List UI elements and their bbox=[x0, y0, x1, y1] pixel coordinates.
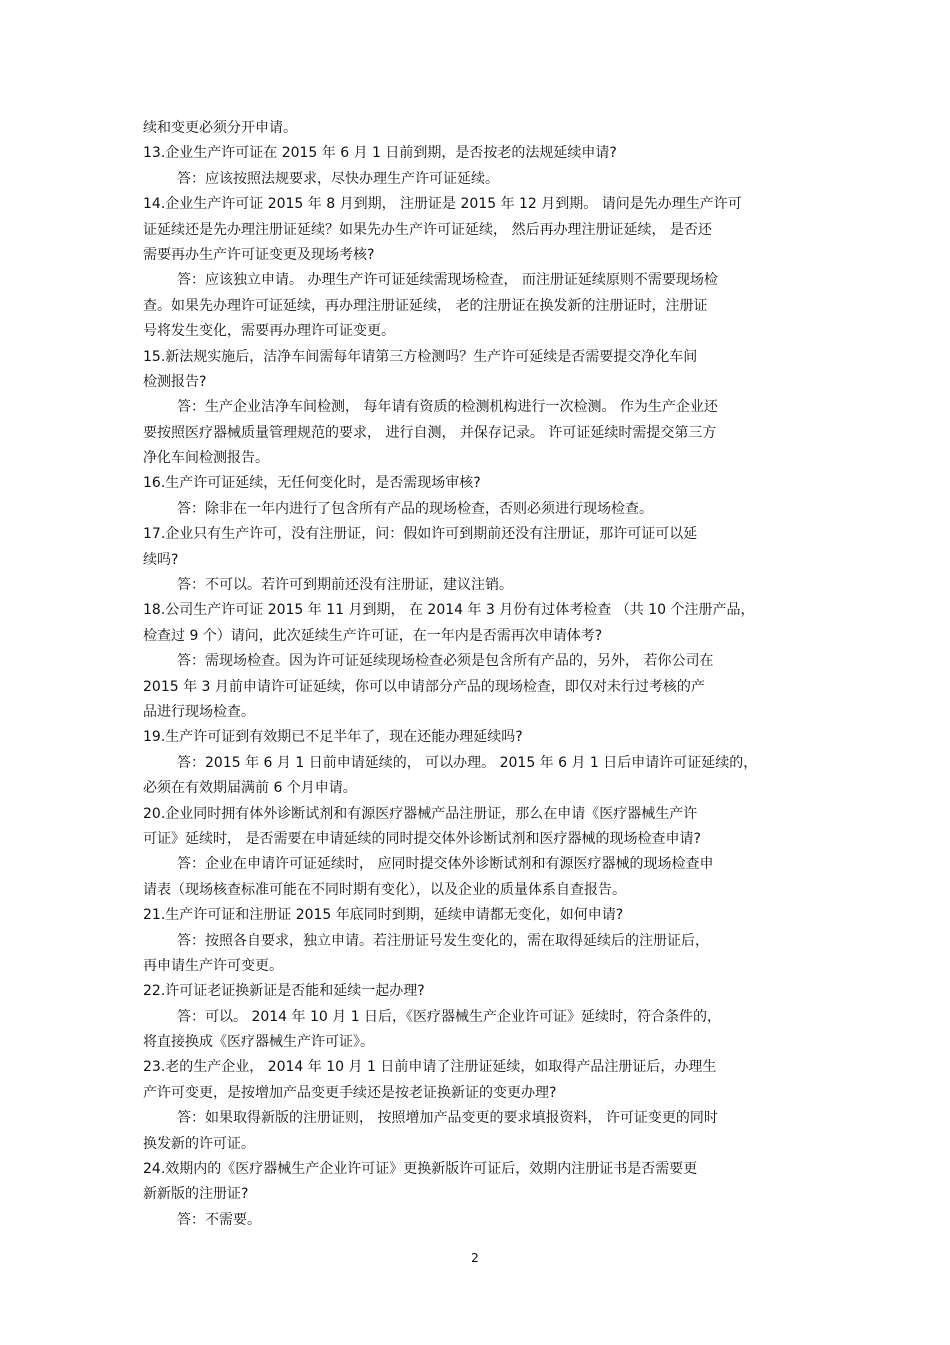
question-16: 16.生产许可证延续，无任何变化时，是否需现场审核? bbox=[143, 475, 481, 492]
text-line: 将直接换成《医疗器械生产许可证》。 bbox=[143, 1034, 374, 1051]
answer-21: 答：按照各自要求，独立申请。若注册证号发生变化的，需在取得延续后的注册证后， bbox=[177, 932, 709, 949]
text-line: 请表（现场核查标准可能在不同时期有变化），以及企业的质量体系自查报告。 bbox=[143, 881, 626, 898]
text-line: 品进行现场检查。 bbox=[143, 703, 255, 720]
text-line: 续和变更必须分开申请。 bbox=[143, 120, 297, 136]
text-line: 证延续还是先办理注册证延续？如果先办生产许可证延续， 然后再办理注册证延续， 是否还 bbox=[143, 221, 712, 238]
text-line: 需要再办生产许可证变更及现场考核? bbox=[143, 246, 375, 263]
question-15: 15.新法规实施后，洁净车间需每年请第三方检测吗？生产许可延续是否需要提交净化车间 bbox=[143, 348, 698, 365]
question-22: 22.许可证老证换新证是否能和延续一起办理? bbox=[143, 983, 425, 1000]
text-line: 再申请生产许可变更。 bbox=[143, 957, 283, 974]
text-line: 2015 年 3 月前申请许可证延续，你可以申请部分产品的现场检查，即仅对未行过考核的产 bbox=[143, 678, 705, 695]
text-line: 新新版的注册证? bbox=[143, 1186, 249, 1203]
question-18: 18.公司生产许可证 2015 年 11 月到期， 在 2014 年 3 月份有过体考检查 （共 10 个注册产品， bbox=[143, 602, 755, 619]
text-line: 产许可变更，是按增加产品变更手续还是按老证换新证的变更办理? bbox=[143, 1084, 557, 1101]
text-line: 查。如果先办理许可证延续，再办理注册证延续， 老的注册证在换发新的注册证时，注册证 bbox=[143, 297, 708, 314]
answer-24: 答：不需要。 bbox=[177, 1211, 261, 1228]
document-body bbox=[143, 116, 823, 1233]
question-17: 17.企业只有生产许可，没有注册证，问：假如许可到期前还没有注册证，那许可证可以延 bbox=[143, 526, 698, 543]
answer-15: 答：生产企业洁净车间检测， 每年请有资质的检测机构进行一次检测。 作为生产企业还 bbox=[177, 399, 718, 416]
answer-18: 答：需现场检查。因为许可证延续现场检查必须是包含所有产品的，另外， 若你公司在 bbox=[177, 653, 714, 670]
text-line: 要按照医疗器械质量管理规范的要求， 进行自测， 并保存记录。 许可证延续时需提交第三方 bbox=[143, 424, 717, 441]
answer-20: 答：企业在申请许可证延续时， 应同时提交体外诊断试剂和有源医疗器械的现场检查申 bbox=[177, 856, 714, 873]
question-24: 24.效期内的《医疗器械生产企业许可证》更换新版许可证后，效期内注册证书是否需要更 bbox=[143, 1161, 698, 1178]
answer-22: 答：可以。 2014 年 10 月 1 日后，《医疗器械生产企业许可证》延续时，符合条件的， bbox=[177, 1008, 722, 1025]
answer-14: 答：应该独立申请。 办理生产许可证延续需现场检查， 而注册证延续原则不需要现场检 bbox=[177, 272, 718, 289]
answer-19: 答：2015 年 6 月 1 日前申请延续的， 可以办理。 2015 年 6 月 1 日后申请许可证延续的， bbox=[177, 754, 758, 771]
answer-23: 答：如果取得新版的注册证则， 按照增加产品变更的要求填报资料， 许可证变更的同时 bbox=[177, 1110, 718, 1127]
text-line: 净化车间检测报告。 bbox=[143, 450, 269, 467]
text-line: 号将发生变化，需要再办理许可证变更。 bbox=[143, 323, 395, 340]
text-line: 必须在有效期届满前 6 个月申请。 bbox=[143, 780, 357, 797]
answer-16: 答：除非在一年内进行了包含所有产品的现场检查，否则必须进行现场检查。 bbox=[177, 500, 653, 517]
question-20: 20.企业同时拥有体外诊断试剂和有源医疗器械产品注册证，那么在申请《医疗器械生产许 bbox=[143, 805, 698, 822]
text-line: 检测报告? bbox=[143, 373, 207, 390]
question-14: 14.企业生产许可证 2015 年 8 月到期， 注册证是 2015 年 12 月到期。 请问是先办理生产许可 bbox=[143, 196, 742, 213]
answer-17: 答：不可以。若许可到期前还没有注册证，建议注销。 bbox=[177, 577, 513, 594]
text-line: 可证》延续时， 是否需要在申请延续的同时提交体外诊断试剂和医疗器械的现场检查申请? bbox=[143, 830, 701, 847]
question-23: 23.老的生产企业， 2014 年 10 月 1 日前申请了注册证延续，如取得产品注册证后，办理生 bbox=[143, 1059, 717, 1076]
question-19: 19.生产许可证到有效期已不足半年了，现在还能办理延续吗? bbox=[143, 729, 523, 746]
page-number: 2 bbox=[471, 1251, 479, 1265]
text-line: 换发新的许可证。 bbox=[143, 1135, 255, 1152]
text-line: 续吗? bbox=[143, 551, 179, 568]
question-13: 13.企业生产许可证在 2015 年 6 月 1 日前到期，是否按老的法规延续申请? bbox=[143, 145, 617, 162]
question-21: 21.生产许可证和注册证 2015 年底同时到期，延续申请都无变化，如何申请? bbox=[143, 907, 624, 924]
answer-13: 答：应该按照法规要求，尽快办理生产许可证延续。 bbox=[177, 170, 499, 187]
text-line: 检查过 9 个）请问，此次延续生产许可证，在一年内是否需再次申请体考? bbox=[143, 627, 603, 644]
